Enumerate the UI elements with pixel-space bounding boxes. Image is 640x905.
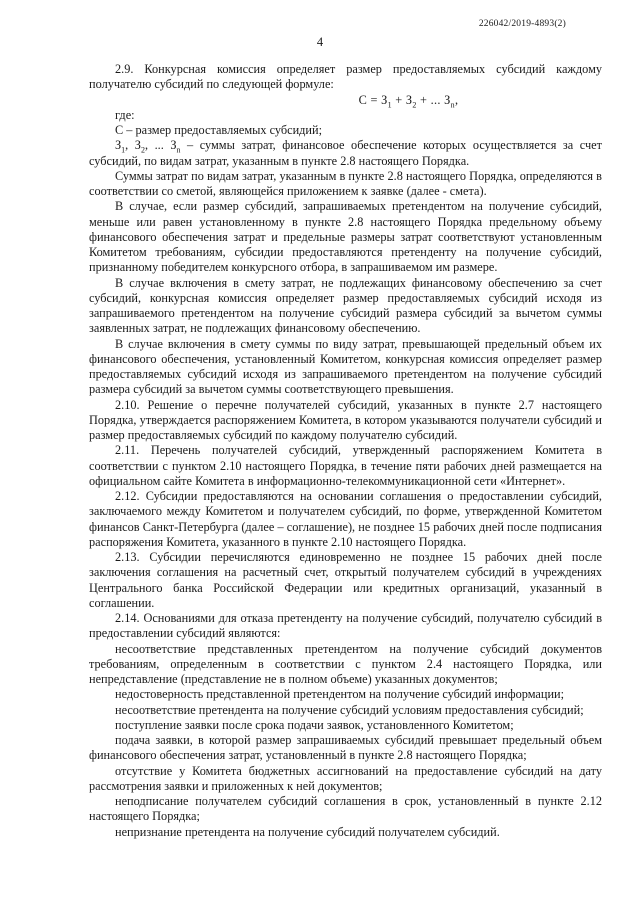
refusal-reason-2: недостоверность представленной претендентом на получение субсидий информации;: [115, 687, 565, 702]
page-number: 4: [316, 35, 324, 49]
formula-sub-n: n: [450, 99, 455, 109]
paragraph-2-11: 2.11. Перечень получателей субсидий, утвержденный распоряжением Комитета в соответствии с пунктом 2.10 настоящего Порядка, в течение пяти рабочих дней размещается на официальном сайте Комитета в информационно-телекоммуникационной сети «Интернет».: [89, 443, 602, 488]
z-sub-1: 1: [121, 145, 126, 155]
paragraph-case-1: В случае, если размер субсидий, запрашиваемых претендентом на получение субсидий, меньше или равен установленному в пункте 2.8 настоящего Порядка предельному объему финансового обеспечения затрат и предельные размеры затрат соответствуют установленным Комитетом требованиям, субсидии предоставляются претенденту на получение субсидий, признанному победителем конкурсного отбора, в запрашиваемом им размере.: [89, 199, 602, 275]
refusal-reason-4: поступление заявки после срока подачи заявок, установленного Комитетом;: [115, 717, 514, 732]
paragraph-sums: Суммы затрат по видам затрат, указанным в пункте 2.8 настоящего Порядка, определяются в соответствии со сметой, являющейся приложением к заявке (далее - смета).: [89, 168, 602, 198]
paragraph-2-13: 2.13. Субсидии перечисляются единовременно не позднее 15 рабочих дней после заключения соглашения на расчетный счет, открытый получателем субсидий в учреждениях Центрального банка Российской Федерации или кредитных организаций, указанный в соглашении.: [89, 550, 602, 610]
paragraph-2-14: 2.14. Основаниями для отказа претенденту на получение субсидий, получателю субсидий в предоставлении субсидий являются:: [89, 611, 602, 641]
refusal-reason-8: непризнание претендента на получение субсидий получателем субсидий.: [115, 824, 500, 839]
formula-sub-2: 2: [412, 99, 417, 109]
refusal-reason-3: несоответствие претендента на получение субсидий условиям предоставления субсидий;: [115, 702, 584, 717]
z-part: , ... З: [144, 138, 177, 153]
paragraph-2-12: 2.12. Субсидии предоставляются на основании соглашения о предоставлении субсидий, заключаемого между Комитетом и получателем субсидий, по форме, утвержденной Комитетом финансов Санкт-Петербурга (далее – соглашение), не позднее 15 рабочих дней после подписания распоряжения Комитета, указанного в пункте 2.10 настоящего Порядка.: [89, 489, 602, 549]
formula-sub-1: 1: [387, 99, 392, 109]
formula: [89, 93, 602, 108]
document-number: 226042/2019-4893(2): [478, 19, 566, 29]
paragraph-case-3: В случае включения в смету суммы по виду затрат, превышающей предельный объем их финансового обеспечения, установленный Комитетом, конкурсная комиссия определяет размер предоставляемых субсидий исходя из запрашиваемого претендентом на получение субсидий размера субсидий за вычетом суммы соответствующего превышения.: [89, 336, 602, 397]
formula-part: + З: [391, 92, 413, 107]
z-part: , З: [125, 138, 141, 153]
paragraph-case-2: В случае включения в смету затрат, не подлежащих финансовому обеспечению за счет субсидий, конкурсная комиссия определяет размер предоставляемых субсидий исходя из запрашиваемого претендентом на получение субсидий размера субсидий за вычетом суммы заявленных затрат, не подлежащих финансовому обеспечению.: [89, 275, 602, 336]
formula-part: ,: [454, 92, 459, 107]
refusal-reason-5: подача заявки, в которой размер запрашиваемых субсидий превышает предельный объем финансового обеспечения затрат, установленный в пункте 2.8 настоящего Порядка;: [89, 733, 602, 763]
z-sub-n: n: [176, 145, 181, 155]
z-part: – суммы затрат, финансовое обеспечение которых осуществляется за счет субсидий, по видам затрат, указанным в пункте 2.8 настоящего Порядка.: [89, 138, 602, 168]
z-part: З: [115, 138, 122, 153]
formula-part: + ... З: [416, 92, 451, 107]
document-body: [89, 62, 602, 840]
where-label: где:: [115, 107, 135, 122]
c-definition: С – размер предоставляемых субсидий;: [115, 123, 322, 137]
refusal-reason-1: несоответствие представленных претендентом на получение субсидий документов требованиям, определенным в соответствии с пунктом 2.4 настоящего Порядка, или непредставление (представление не в полном объеме) указанных документов;: [89, 641, 602, 686]
z-sub-2: 2: [140, 145, 145, 155]
refusal-reason-6: отсутствие у Комитета бюджетных ассигнований на предоставление субсидий на дату рассмотрения заявки и приложенных к ней документов;: [89, 763, 602, 793]
paragraph-2-9: 2.9. Конкурсная комиссия определяет размер предоставляемых субсидий каждому получателю субсидий по следующей формуле:: [89, 62, 602, 92]
formula-part: С = З: [358, 92, 388, 107]
z-definition: [89, 138, 602, 169]
refusal-reason-7: неподписание получателем субсидий соглашения в срок, установленный в пункте 2.12 настоящего Порядка;: [89, 794, 602, 824]
paragraph-2-10: 2.10. Решение о перечне получателей субсидий, указанных в пункте 2.7 настоящего Порядка, утверждается распоряжением Комитета, в котором указываются получатели субсидий и размер предоставляемых субсидий по каждому получателю субсидий.: [89, 397, 602, 442]
